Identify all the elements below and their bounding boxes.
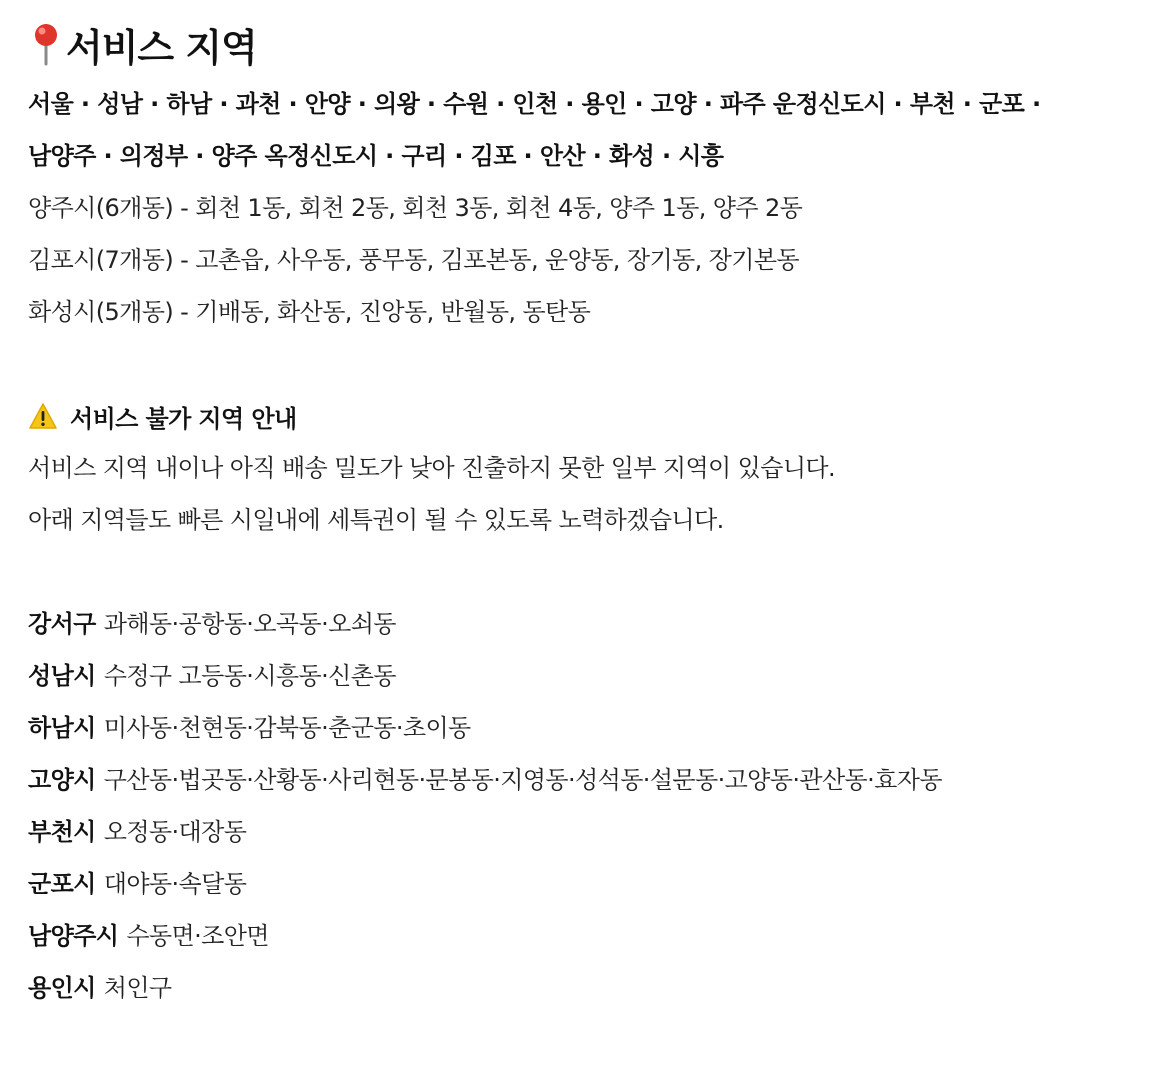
unavailable-area-list [28, 598, 1148, 1014]
area-city-name: 부천시 [28, 818, 96, 846]
area-districts: 구산동·법곳동·산황동·사리현동·문봉동·지영동·성석동·설문동·고양동·관산동·효자동 [103, 766, 942, 794]
title-row [28, 14, 1148, 74]
area-districts: 과해동·공항동·오곡동·오쇠동 [103, 610, 396, 638]
notice-heading [28, 390, 1148, 442]
city-detail-line: 화성시(5개동) - 기배동, 화산동, 진앙동, 반월동, 동탄동 [28, 298, 591, 326]
region-line: 서울 · 성남 · 하남 · 과천 · 안양 · 의왕 · 수원 · 인천 · 용인 · 고양 · 파주 운정신도시 · 부천 · 군포 · [28, 90, 1041, 118]
unavailable-area-row [28, 754, 1148, 806]
area-city-name: 성남시 [28, 662, 96, 690]
unavailable-area-row [28, 806, 1148, 858]
region-list [28, 78, 1148, 182]
area-districts: 미사동·천현동·감북동·춘군동·초이동 [103, 714, 471, 742]
unavailable-area-row [28, 962, 1148, 1014]
page-title: 서비스 지역 [66, 25, 257, 70]
unavailable-area-row [28, 910, 1148, 962]
city-detail-line: 양주시(6개동) - 회천 1동, 회천 2동, 회천 3동, 회천 4동, 양주 1동, 양주 2동 [28, 194, 803, 222]
area-districts: 처인구 [103, 974, 172, 1002]
unavailable-area-row [28, 858, 1148, 910]
area-city-name: 군포시 [28, 870, 96, 898]
warning-icon [28, 402, 58, 430]
area-city-name: 강서구 [28, 610, 96, 638]
notice-text: 아래 지역들도 빠른 시일내에 세특권이 될 수 있도록 노력하겠습니다. [28, 506, 724, 534]
area-city-name: 남양주시 [28, 922, 119, 950]
notice-text: 서비스 지역 내이나 아직 배송 밀도가 낮아 진출하지 못한 일부 지역이 있습니다. [28, 454, 836, 482]
area-districts: 오정동·대장동 [103, 818, 247, 846]
unavailable-area-row [28, 598, 1148, 650]
area-districts: 수동면·조안면 [126, 922, 269, 950]
area-districts: 대야동·속달동 [103, 870, 247, 898]
notice-title: 서비스 불가 지역 안내 [70, 404, 297, 433]
pushpin-icon [28, 22, 64, 66]
city-detail-line: 김포시(7개동) - 고촌읍, 사우동, 풍무동, 김포본동, 운양동, 장기동, 장기본동 [28, 246, 800, 274]
area-city-name: 하남시 [28, 714, 96, 742]
unavailable-area-row [28, 650, 1148, 702]
spacer [28, 546, 1148, 598]
area-city-name: 고양시 [28, 766, 96, 794]
city-detail-list [28, 182, 1148, 338]
unavailable-area-row [28, 702, 1148, 754]
area-city-name: 용인시 [28, 974, 96, 1002]
area-districts: 수정구 고등동·시흥동·신촌동 [103, 662, 396, 690]
spacer [28, 338, 1148, 390]
region-line: 남양주 · 의정부 · 양주 옥정신도시 · 구리 · 김포 · 안산 · 화성 · 시흥 [28, 142, 724, 170]
